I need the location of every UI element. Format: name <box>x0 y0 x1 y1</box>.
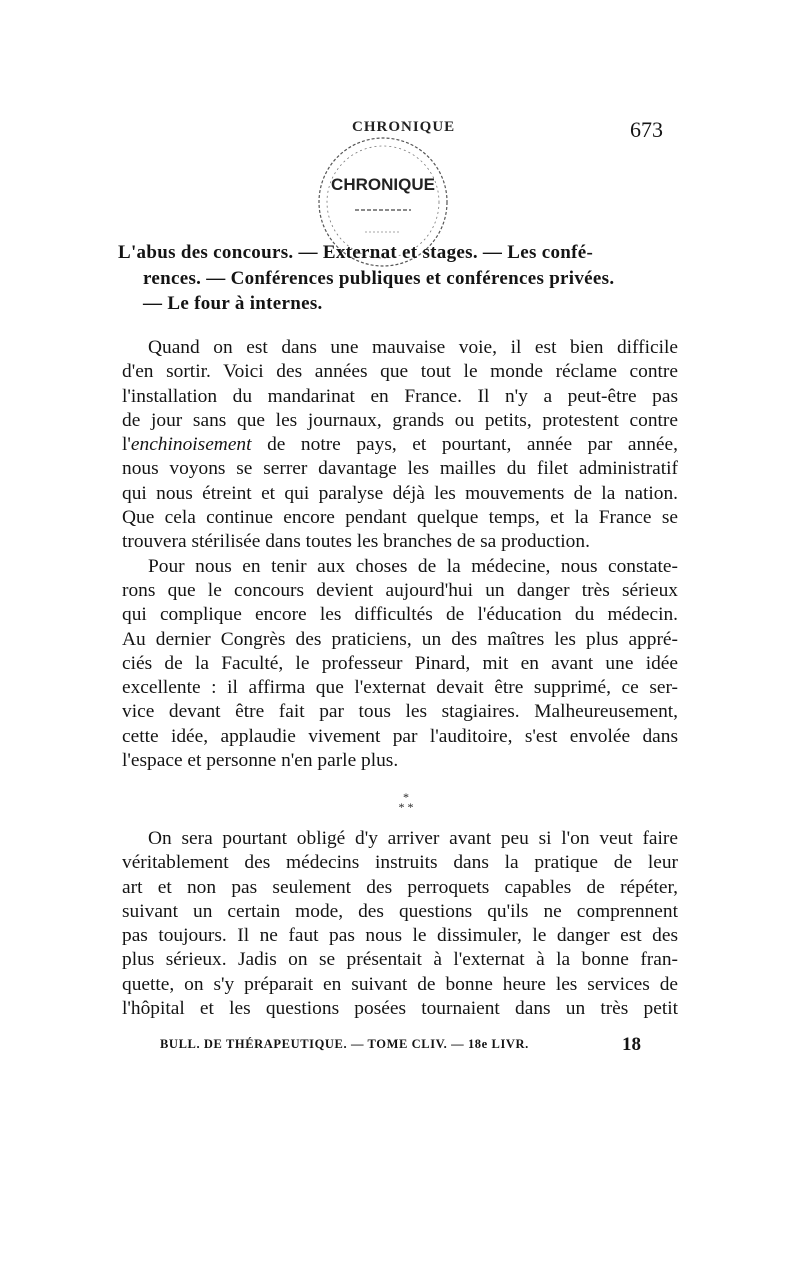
summary-line: rences. — Conférences publiques et conférences privées. <box>143 267 615 289</box>
body-section-1 <box>122 336 678 773</box>
summary-line: — Le four à internes. <box>143 293 323 314</box>
body-section-2 <box>122 827 678 1021</box>
text-line: Pour nous en tenir aux choses de la médecine, nous constate- <box>148 555 678 577</box>
text-line: nous voyons se serrer davantage les mailles du filet administratif <box>122 458 678 480</box>
text-line: qui complique encore les difficultés de l'éducation du médecin. <box>122 604 678 626</box>
page-number: 673 <box>630 117 663 142</box>
text-line: ciés de la Faculté, le professeur Pinard, mit en avant une idée <box>122 652 678 674</box>
text-line: l'espace et personne n'en parle plus. <box>122 750 399 772</box>
text-fragment: de notre pays, et pourtant, année par année, <box>251 434 678 456</box>
running-title: CHRONIQUE <box>352 119 456 135</box>
text-line: quette, on s'y préparait en suivant de bonne heure les services de <box>122 973 678 995</box>
text-line: d'en sortir. Voici des années que tout le monde réclame contre <box>122 361 678 383</box>
text-line: vice devant être fait par tous les stagiaires. Malheureusement, <box>122 701 678 723</box>
text-line: On sera pourtant obligé d'y arriver avant peu si l'on veut faire <box>148 828 678 849</box>
summary-line: L'abus des concours. — Externat et stages. — Les confé- <box>118 242 594 263</box>
sheet-number: 18 <box>622 1034 641 1055</box>
text-line: excellente : il affirma que l'externat devait être supprimé, ce ser- <box>122 677 678 699</box>
asterism-top: * <box>403 790 409 804</box>
asterism-divider <box>386 792 426 812</box>
text-line: suivant un certain mode, des questions qu'ils ne comprennent <box>122 900 678 922</box>
text-line: qui nous étreint et qui paralyse déjà les mouvements de la nation. <box>122 482 678 504</box>
text-line: art et non pas seulement des perroquets capables de répéter, <box>122 876 678 898</box>
chapter-summary <box>118 240 678 317</box>
text-line: Quand on est dans une mauvaise voie, il est bien difficile <box>148 337 678 358</box>
text-line: l'hôpital et les questions posées tournaient dans un très petit <box>122 998 678 1020</box>
text-line: cette idée, applaudie vivement par l'auditoire, s'est envolée dans <box>122 725 678 747</box>
text-line: pas toujours. Il ne faut pas nous le dissimuler, le danger est des <box>122 925 678 947</box>
text-line: rons que le concours devient aujourd'hui un danger très sérieux <box>122 579 678 601</box>
text-line: Au dernier Congrès des praticiens, un des maîtres les plus appré- <box>122 628 678 650</box>
text-line: plus sérieux. Jadis on se présentait à l'externat à la bonne fran- <box>122 949 678 971</box>
text-fragment: l' <box>122 434 131 456</box>
text-line: de jour sans que les journaux, grands ou petits, protestent contre <box>122 409 678 431</box>
text-line: véritablement des médecins instruits dans la pratique de leur <box>122 852 678 874</box>
text-line <box>122 433 678 457</box>
italic-term: enchinoisement <box>130 434 252 456</box>
text-line: Que cela continue encore pendant quelque temps, et la France se <box>122 507 678 529</box>
asterism-bottom: * * <box>398 800 414 814</box>
stamp-text: CHRONIQUE <box>331 175 435 194</box>
text-line: l'installation du mandarinat en France. Il n'y a peut-être pas <box>122 385 678 407</box>
text-line: trouvera stérilisée dans toutes les branches de sa production. <box>122 531 590 553</box>
printer-signature: BULL. DE THÉRAPEUTIQUE. — TOME CLIV. — 18e LIVR. <box>160 1037 529 1051</box>
